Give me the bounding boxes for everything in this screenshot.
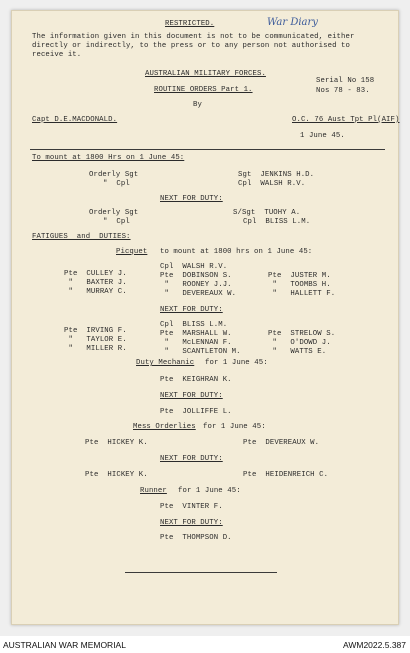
picquet-next-heading: NEXT FOR DUTY: (160, 306, 223, 314)
runner-name: Pte VINTER F. (160, 503, 223, 511)
unit-name: O.C. 76 Aust Tpt Pl(AIF) (292, 116, 400, 124)
war-diary-annotation: War Diary (267, 17, 318, 28)
picquet-subheading: to mount at 1800 hrs on 1 June 45: (160, 248, 313, 256)
mess-orderlies-subheading: for 1 June 45: (203, 423, 266, 431)
document-page (11, 10, 399, 625)
mess-orderly-left: Pte HICKEY K. (85, 439, 148, 447)
footer-bar (0, 636, 410, 653)
picquet-right-3: " HALLETT F. (268, 290, 336, 298)
mess-orderlies-heading: Mess Orderlies (133, 423, 196, 431)
header-divider (30, 149, 385, 150)
notice-line-3: receive it. (32, 51, 82, 59)
duty-mechanic-heading: Duty Mechanic (136, 359, 195, 367)
footer-reference: AWM2022.5.387 (343, 640, 406, 650)
mess-orderly-right: Pte DEVEREAUX W. (243, 439, 320, 447)
orderly-next-cpl-label: " Cpl (103, 218, 130, 226)
notice-line-1: The information given in this document is not to be communicated, either (32, 33, 355, 41)
picquet-right-2: " TOOMBS H. (268, 281, 331, 289)
picquet-next-mid-1: Cpl BLISS L.M. (160, 321, 228, 329)
picquet-next-right-2: " O'DOWD J. (268, 339, 331, 347)
picquet-mid-1: Cpl WALSH R.V. (160, 263, 228, 271)
mount-heading: To mount at 1800 Hrs on 1 June 45: (32, 154, 185, 162)
picquet-next-mid-4: " SCANTLETON M. (160, 348, 241, 356)
author-name: Capt D.E.MACDONALD. (32, 116, 118, 124)
runner-subheading: for 1 June 45: (178, 487, 241, 495)
classification-heading: RESTRICTED. (165, 20, 215, 28)
mess-next-heading: NEXT FOR DUTY: (160, 455, 223, 463)
picquet-left-1: Pte CULLEY J. (64, 270, 127, 278)
orders-title: ROUTINE ORDERS Part 1. (154, 86, 253, 94)
next-for-duty-heading: NEXT FOR DUTY: (160, 195, 223, 203)
orderly-cpl-name: Cpl WALSH R.V. (238, 180, 306, 188)
fatigues-heading: FATIGUES and DUTIES: (32, 233, 131, 241)
duty-mechanic-name: Pte KEIGHRAN K. (160, 376, 232, 384)
runner-heading: Runner (140, 487, 167, 495)
picquet-mid-4: " DEVEREAUX W. (160, 290, 237, 298)
picquet-next-mid-2: Pte MARSHALL W. (160, 330, 232, 338)
issue-date: 1 June 45. (300, 132, 345, 140)
duty-mechanic-next-name: Pte JOLLIFFE L. (160, 408, 232, 416)
signature-line (125, 572, 277, 573)
footer-source: AUSTRALIAN WAR MEMORIAL (3, 640, 126, 650)
orderly-sgt-name: Sgt JENKINS H.D. (238, 171, 315, 179)
orderly-next-sgt-label: Orderly Sgt (89, 209, 139, 217)
orderly-next-sgt-name: S/Sgt TUOHY A. (233, 209, 301, 217)
duty-mechanic-next-heading: NEXT FOR DUTY: (160, 392, 223, 400)
picquet-next-left-1: Pte IRVING F. (64, 327, 127, 335)
picquet-heading: Picquet (116, 248, 148, 256)
duty-mechanic-subheading: for 1 June 45: (205, 359, 268, 367)
orderly-cpl-label: " Cpl (103, 180, 130, 188)
picquet-next-mid-3: " McLENNAN F. (160, 339, 232, 347)
mess-next-right: Pte HEIDENREICH C. (243, 471, 329, 479)
picquet-mid-2: Pte DOBINSON S. (160, 272, 232, 280)
mess-next-left: Pte HICKEY K. (85, 471, 148, 479)
picquet-left-3: " MURRAY C. (64, 288, 127, 296)
order-numbers: Nos 78 - 83. (316, 87, 370, 95)
picquet-next-right-3: " WATTS E. (268, 348, 327, 356)
picquet-next-left-3: " MILLER R. (64, 345, 127, 353)
picquet-next-left-2: " TAYLOR E. (64, 336, 127, 344)
runner-next-name: Pte THOMPSON D. (160, 534, 232, 542)
runner-next-heading: NEXT FOR DUTY: (160, 519, 223, 527)
orderly-next-cpl-name: Cpl BLISS L.M. (243, 218, 311, 226)
force-heading: AUSTRALIAN MILITARY FORCES. (145, 70, 266, 78)
orderly-sgt-label: Orderly Sgt (89, 171, 139, 179)
picquet-right-1: Pte JUSTER M. (268, 272, 331, 280)
serial-number: Serial No 158 (316, 77, 375, 85)
picquet-next-right-1: Pte STRELOW S. (268, 330, 336, 338)
picquet-left-2: " BAXTER J. (64, 279, 127, 287)
picquet-mid-3: " ROONEY J.J. (160, 281, 232, 289)
by-label: By (193, 101, 202, 109)
notice-line-2: directly or indirectly, to the press or to any person not authorised to (32, 42, 350, 50)
